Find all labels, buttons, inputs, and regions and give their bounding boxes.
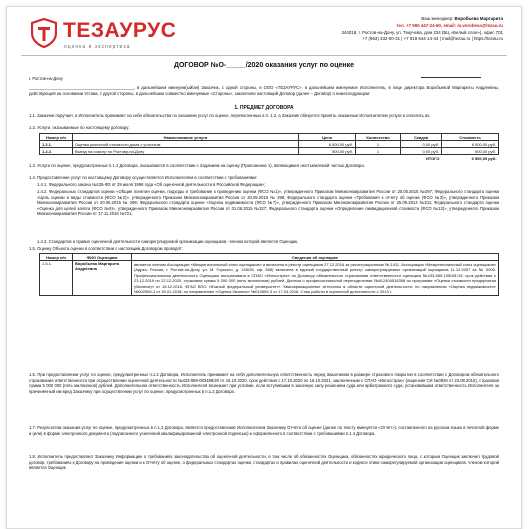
clause-1-6: 1.6. При предоставлении услуг по оценке, предусмотренных п.1.2 Договора, Исполнитель принимает на себя дополнительную ответственность перед Заказчиком в размере страхового покрытия в соответствии с Договором обязательного страхования ответственности при осуществлении оценочной деятельности №433-589-083488/20 от 16.10.2020, срок действия с 17.10.2020 по 16.10.2021, заключенным с СПАО «Ингосстрах» (лицензия СИ №0928 от 23.09.2015), страховая сумма 5 000 000 (пять миллионов) рублей. Дополнительная ответственность Исполнителя возникает при условии, если вступившим в законную силу решением суда или арбитражного суда, установившим ответственность Исполнителя за причинённый им вред Заказчику при осуществлении услуг по оценке, предусмотренных в п.1.2 Договора. bbox=[29, 372, 499, 394]
cell-service: Выезд на осмотр по Ростову-на-Дону bbox=[73, 148, 299, 155]
total-row bbox=[40, 155, 499, 162]
manager-label: Ваш менеджер: bbox=[421, 16, 454, 21]
manager-name: Воробьева Маргарита bbox=[454, 16, 503, 21]
clause-1-4: 1.4. Предоставление услуг по настоящему Договору осуществляется Исполнителем в соответствии с требованиями: bbox=[29, 175, 258, 180]
col-number: Номер п/п bbox=[40, 254, 73, 261]
table-row bbox=[40, 148, 499, 155]
services-table bbox=[39, 133, 499, 161]
clause-1-4-1: 1.4.1. Федерального закона №135-ФЗ от 29 июля 1998 года «Об оценочной деятельности в Российской Федерации»; bbox=[37, 182, 266, 187]
total-value: 6 500,00 руб. bbox=[471, 155, 497, 161]
logo-subtitle: оценка и экспертиза bbox=[64, 44, 131, 50]
cell-qty: 1 bbox=[356, 141, 401, 148]
col-cost: Стоимость bbox=[442, 134, 499, 141]
document-title: ДОГОВОР №О-_____/2020 оказания услуг по оценке bbox=[173, 62, 355, 69]
table-row bbox=[40, 261, 499, 296]
cell-discount: 0,00 руб. bbox=[401, 148, 442, 155]
logo-text: ТЕЗАУРУС bbox=[63, 19, 177, 42]
shield-logo-icon bbox=[31, 18, 57, 48]
clause-1-4-3: 1.4.3. Стандартов и правил оценочной деятельности саморегулируемой организации оценщиков, членом которой является Оценщик. bbox=[37, 239, 299, 244]
section-heading-1: 1. ПРЕДМЕТ ДОГОВОРА bbox=[234, 105, 294, 111]
clause-1-1: 1.1. Заказчик поручает, а Исполнитель принимает на себя обязательства по оказанию услуг по оценке, перечисленных в п. 1.2, а Заказчик обязуется принять оказанные Исполнителем услуги и оплатить их. bbox=[29, 113, 431, 118]
document-page bbox=[6, 6, 522, 529]
services-table-header bbox=[40, 134, 499, 141]
cell-number: 1.5.1. bbox=[40, 261, 73, 296]
cell-appraiser-info: является членом Ассоциации «Межрегиональный союз оценщиков» и включена в реестр оценщиков 27.12.2016 за регистрационным № 1411. Ассоциация «Межрегиональный союз оценщиков» (Адрес: Россия, г. Ростов-на-Дону, ул. М. Горького, д. 245/26, оф. 606) включена в единый государственный реестр саморегулируемых организаций оценщиков 11.12.2007 за № 0005. Профессиональная деятельность Оценщика застрахована в СПАО «Ингосстрах» по Договору обязательного страхования ответственности оценщика №433-589-105081/19, срок действия с 23.12.2019 по 22.12.2020, страховая сумма 5 000 000 (пять миллионов) рублей. Диплом о профессиональной переподготовке №612404518358 по программе «Оценка стоимости предприятия (бизнеса)» от 16.12.2016, ФГАО ВПО «Южный федеральный университет». Квалификационные аттестаты в области оценочной деятельности: по направлению «Оценка недвижимости» №002569-1 от 30.01.2018; по направлению «Оценка бизнеса» №010609-3 от 17.04.2018. Стаж работы в оценочной деятельности с 2013 г. bbox=[132, 261, 499, 296]
cell-discount: 0,00 руб. bbox=[401, 141, 442, 148]
col-appraiser-info: Сведения об оценщике bbox=[132, 254, 499, 261]
contact-block bbox=[243, 16, 503, 43]
cell-appraiser-name: Воробьева Маргарита Андреевна bbox=[73, 261, 132, 296]
col-price: Цена bbox=[299, 134, 356, 141]
col-appraiser: ФИО Оценщика bbox=[73, 254, 132, 261]
cell-cost: 500,00 руб. bbox=[442, 148, 499, 155]
appraiser-table-header bbox=[40, 254, 499, 261]
clause-1-8: 1.8. Исполнитель предоставляет Заказчику Информацию о требованиях законодательства об оценочной деятельности, в том числе об обязанностях Оценщика, обязанностях юридического лица, с которым Оценщик заключил трудовой договор, требованиях к Договору на проведение оценки и к Отчёту об оценке, о федеральных стандартах оценки, стандартах и правилах оценочной деятельности и кодексе этики саморегулируемой организации оценщиков, членом которой является Оценщик. bbox=[29, 454, 499, 471]
contact-address: 344018, г. Ростов-на-Дону, ул. Текучева, дом 234 (БЦ «Белый слон»), офис 701 bbox=[341, 29, 503, 35]
contact-phone-email: тел. +7 960 447-24-60, email: m.vorobeva@tezau.ru bbox=[396, 22, 503, 28]
clause-1-7: 1.7. Результатом оказания услуг по оценке, предусмотренных в п.1.2 Договора, является предоставление Исполнителем Заказчику Отчёта об оценке (далее по тексту именуется «Отчёт»), составленного на русском языке в печатной форме и (или) в форме электронного документа (подписанного усиленной квалифицированной электронной подписью) и оформленного в соответствии с требованиями п.1.4 Договора. bbox=[29, 425, 499, 436]
clause-1-4-2: 1.4.2. Федеральных стандартов оценки «Общие понятия оценки, подходы и требования к проведению оценки (ФСО №1)», утвержденного Приказом Минэкономразвития России от 20.05.2015 №297; Федерального стандарта оценки «Цель оценки и виды стоимости (ФСО №2)», утвержденного Приказом Минэкономразвития России от 20.05.2015 № 298; Федерального стандарта оценки «Требования к отчету об оценке (ФСО №3)», утвержденного Приказом Минэкономразвития России от 20.05.2015 № 299; Федерального стандарта оценки «Оценка недвижимости (ФСО №7)», утвержденного Приказом Минэкономразвития России от 25.09.2014 №611; Федерального стандарта оценки «Оценка для целей залога (ФСО №9)», утвержденного Приказом Минэкономразвития России от 01.06.2015 №327; Федерального стандарта оценки «Определение ликвидационной стоимости (ФСО №12)», утвержденного Приказом Минэкономразвития России от 17.11.2016 №721; bbox=[37, 189, 499, 217]
table-row bbox=[40, 141, 499, 148]
cell-number: 1.2.2. bbox=[40, 148, 73, 155]
appraiser-table bbox=[39, 253, 499, 296]
header-divider bbox=[21, 55, 507, 56]
contact-links: +7 (863) 332-00-31 | +7 918 644-14-44 | mail@tezau.ru | https://tezau.ru bbox=[362, 36, 503, 42]
cell-cost: 6 000,00 руб. bbox=[442, 141, 499, 148]
cell-qty: 1 bbox=[356, 148, 401, 155]
col-service: Наименование услуги bbox=[73, 134, 299, 141]
total-label: ИТОГО bbox=[425, 155, 440, 161]
cell-price: 6 000,00 руб. bbox=[299, 141, 356, 148]
clause-1-2: 1.2. Услуги, оказываемые по настоящему договору: bbox=[29, 125, 130, 130]
cell-service: Оценка рыночной стоимости дома с участком bbox=[73, 141, 299, 148]
clause-1-3: 1.3. Услуги по оценке, предусмотренные п.1.2 Договора, оказываются в соответствии с Заданием на оценку (Приложение 1), являющимся неотъемлемой частью Договора. bbox=[29, 163, 365, 168]
city-label: г. Ростов-на-Дону bbox=[29, 76, 63, 81]
date-line bbox=[421, 75, 481, 78]
preamble: _____________________________________________, в дальнейшем именуем(ый/ая) Заказчик, с одной стороны, и ООО «ТЕЗАУРУС», в дальнейшем именуемое Исполнитель, в лице директора Воробьевой Маргариты Андреевны, действующей на основании Устава, с другой стороны, в дальнейшем совместно именуемые «Стороны», заключили настоящий Договор (далее – Договор) о нижеследующем: bbox=[29, 85, 499, 96]
clause-1-5: 1.5. Оценку Объекта оценки в соответствии с настоящим Договором проводят: bbox=[29, 246, 183, 251]
cell-price: 500,00 руб. bbox=[299, 148, 356, 155]
cell-number: 1.2.1. bbox=[40, 141, 73, 148]
col-discount: Скидка bbox=[401, 134, 442, 141]
col-qty: Количество bbox=[356, 134, 401, 141]
col-number: Номер п/п bbox=[40, 134, 73, 141]
